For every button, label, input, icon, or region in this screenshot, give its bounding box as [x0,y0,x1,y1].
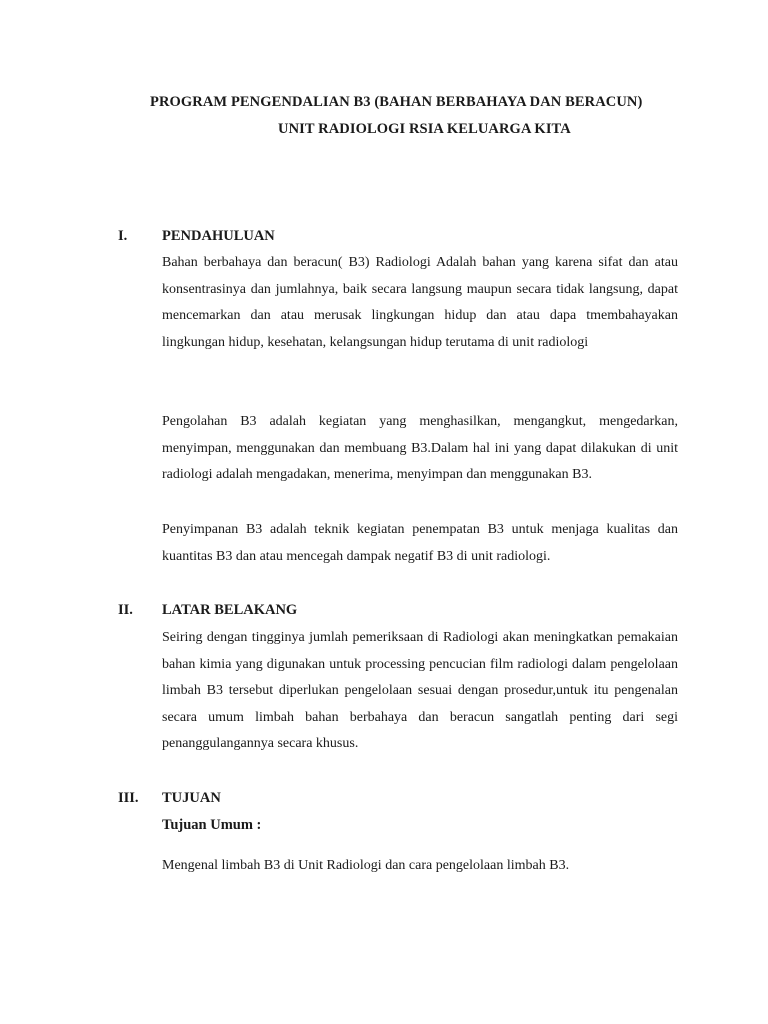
section-number: II. [118,602,133,618]
section-heading-tujuan: TUJUAN [162,790,221,806]
section-number: III. [118,790,139,806]
subheading-tujuan-umum: Tujuan Umum : [162,817,262,833]
section-heading-pendahuluan: PENDAHULUAN [162,228,275,244]
section-heading-latar-belakang: LATAR BELAKANG [162,602,298,618]
paragraph-definition-b3: Bahan berbahaya dan beracun( B3) Radiologi Adalah bahan yang karena sifat dan atau konsentrasinya dan jumlahnya, baik secara langsung maupun secara tidak langsung, dapat mencemarkan dan atau merusak lingkungan hidup dan atau dapa tmembahayakan lingkungan hidup, kesehatan, kelangsungan hidup terutama di unit radiologi [162,255,678,350]
paragraph-tujuan-umum: Mengenal limbah B3 di Unit Radiologi dan cara pengelolaan limbah B3. [162,858,570,873]
paragraph-latar-belakang: Seiring dengan tingginya jumlah pemeriksaan di Radiologi akan meningkatkan pemakaian bahan kimia yang digunakan untuk processing pencucian film radiologi dalam pengelolaan limbah B3 tersebut diperlukan pengelolaan sesuai dengan prosedur,untuk itu pengenalan secara umum limbah bahan berbahaya dan beracun sangatlah penting dari segi penanggulangannya secara khusus. [162,630,678,751]
section-number: I. [118,228,128,244]
document-title-line-2: UNIT RADIOLOGI RSIA KELUARGA KITA [278,121,571,137]
document-title-line-1: PROGRAM PENGENDALIAN B3 (BAHAN BERBAHAYA DAN BERACUN) [150,94,643,110]
paragraph-pengolahan-b3: Pengolahan B3 adalah kegiatan yang menghasilkan, mengangkut, mengedarkan, menyimpan, menggunakan dan membuang B3.Dalam hal ini yang dapat dilakukan di unit radiologi adalah mengadakan, menerima, menyimpan dan menggunakan B3. [162,414,678,482]
paragraph-penyimpanan-b3: Penyimpanan B3 adalah teknik kegiatan penempatan B3 untuk menjaga kualitas dan kuantitas B3 dan atau mencegah dampak negatif B3 di unit radiologi. [162,522,678,564]
